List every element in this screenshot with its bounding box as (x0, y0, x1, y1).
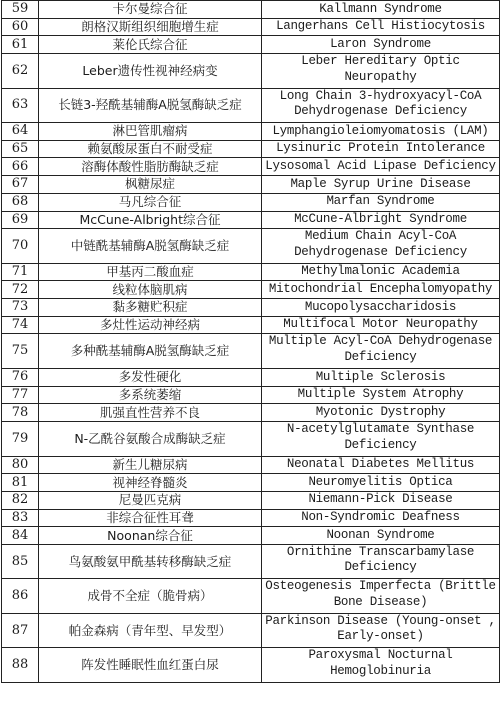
english-name-cell (262, 158, 500, 176)
row-number-cell: 81 (2, 474, 39, 492)
english-name-line: Long Chain 3-hydroxyacyl-CoA (279, 88, 482, 103)
row-number-cell: 60 (2, 18, 39, 36)
english-name-cell (262, 140, 500, 158)
table-row (2, 579, 500, 614)
row-number-cell: 64 (2, 123, 39, 141)
chinese-name-cell: 视神经脊髓炎 (39, 474, 262, 492)
chinese-name-cell: 枫糖尿症 (39, 176, 262, 194)
chinese-name-cell: Noonan综合征 (39, 527, 262, 545)
english-name-cell (262, 544, 500, 579)
table-row (2, 368, 500, 386)
english-name-line: Deficiency (344, 349, 417, 364)
english-name-cell (262, 299, 500, 317)
english-name-line: Neuromyelitis Optica (308, 474, 453, 489)
table-row (2, 456, 500, 474)
english-name-cell (262, 88, 500, 123)
row-number-cell: 65 (2, 140, 39, 158)
table-row (2, 613, 500, 648)
row-number-cell: 59 (2, 1, 39, 19)
chinese-name-cell: 多灶性运动神经病 (39, 316, 262, 334)
english-name-line: Non-Syndromic Deafness (301, 510, 460, 525)
chinese-name-cell: 赖氨酸尿蛋白不耐受症 (39, 140, 262, 158)
chinese-name-cell: N-乙酰谷氨酸合成酶缺乏症 (39, 422, 262, 457)
english-name-cell (262, 36, 500, 54)
english-name-line: Paroxysmal Nocturnal (308, 648, 453, 663)
table-row (2, 18, 500, 36)
chinese-name-cell: 卡尔曼综合征 (39, 1, 262, 19)
chinese-name-cell: 溶酶体酸性脂肪酶缺乏症 (39, 158, 262, 176)
english-name-line: Dehydrogenase Deficiency (294, 244, 467, 259)
english-name-cell (262, 527, 500, 545)
english-name-cell (262, 474, 500, 492)
row-number-cell: 77 (2, 386, 39, 404)
table-row (2, 263, 500, 281)
english-name-line: Lysosomal Acid Lipase Deficiency (265, 159, 496, 174)
chinese-name-cell: 阵发性睡眠性血红蛋白尿 (39, 648, 262, 683)
chinese-name-cell: 朗格汉斯组织细胞增生症 (39, 18, 262, 36)
english-name-cell (262, 648, 500, 683)
english-name-cell (262, 491, 500, 509)
table-row (2, 386, 500, 404)
table-row (2, 491, 500, 509)
chinese-name-cell: 长链3-羟酰基辅酶A脱氢酶缺乏症 (39, 88, 262, 123)
rare-disease-table (1, 0, 500, 683)
row-number-cell: 79 (2, 422, 39, 457)
row-number-cell: 87 (2, 613, 39, 648)
chinese-name-cell: 多发性硬化 (39, 368, 262, 386)
english-name-line: Mitochondrial Encephalomyopathy (268, 281, 493, 296)
english-name-line: Multifocal Motor Neuropathy (283, 317, 478, 332)
row-number-cell: 76 (2, 368, 39, 386)
english-name-cell (262, 613, 500, 648)
english-name-line: Marfan Syndrome (326, 194, 435, 209)
english-name-cell (262, 229, 500, 264)
english-name-cell (262, 281, 500, 299)
chinese-name-cell: 淋巴管肌瘤病 (39, 123, 262, 141)
row-number-cell: 71 (2, 263, 39, 281)
english-name-line: Deficiency (344, 560, 417, 575)
table-row (2, 193, 500, 211)
table-row (2, 1, 500, 19)
row-number-cell: 67 (2, 176, 39, 194)
chinese-name-cell: 多种酰基辅酶A脱氢酶缺乏症 (39, 334, 262, 369)
english-name-line: Multiple System Atrophy (297, 387, 464, 402)
chinese-name-cell: 马凡综合征 (39, 193, 262, 211)
english-name-line: Kallmann Syndrome (319, 1, 442, 16)
chinese-name-cell: McCune-Albright综合征 (39, 211, 262, 229)
row-number-cell: 73 (2, 299, 39, 317)
english-name-line: Hemoglobinuria (330, 663, 431, 678)
table-row (2, 140, 500, 158)
english-name-line: Neonatal Diabetes Mellitus (286, 457, 475, 472)
table-row (2, 648, 500, 683)
row-number-cell: 86 (2, 579, 39, 614)
chinese-name-cell: 鸟氨酸氨甲酰基转移酶缺乏症 (39, 544, 262, 579)
row-number-cell: 84 (2, 527, 39, 545)
english-name-cell (262, 404, 500, 422)
table-row (2, 422, 500, 457)
chinese-name-cell: 新生儿糖尿病 (39, 456, 262, 474)
chinese-name-cell: 尼曼匹克病 (39, 491, 262, 509)
table-row (2, 36, 500, 54)
row-number-cell: 63 (2, 88, 39, 123)
english-name-line: Lymphangioleiomyomatosis (LAM) (272, 123, 489, 138)
chinese-name-cell: 成骨不全症（脆骨病） (39, 579, 262, 614)
table-row (2, 334, 500, 369)
english-name-cell (262, 509, 500, 527)
english-name-line: Noonan Syndrome (326, 527, 435, 542)
english-name-line: Maple Syrup Urine Disease (290, 176, 471, 191)
english-name-line: Lysinuric Protein Intolerance (276, 141, 485, 156)
english-name-line: Neuropathy (344, 69, 417, 84)
chinese-name-cell: 中链酰基辅酶A脱氢酶缺乏症 (39, 229, 262, 264)
row-number-cell: 82 (2, 491, 39, 509)
chinese-name-cell: 莱伦氏综合征 (39, 36, 262, 54)
table-row (2, 211, 500, 229)
table-body (2, 1, 500, 683)
table-row (2, 158, 500, 176)
english-name-line: Medium Chain Acyl-CoA (304, 229, 457, 244)
english-name-line: Laron Syndrome (330, 36, 431, 51)
chinese-name-cell: 黏多糖贮积症 (39, 299, 262, 317)
english-name-line: McCune-Albright Syndrome (294, 212, 467, 227)
english-name-cell (262, 263, 500, 281)
row-number-cell: 69 (2, 211, 39, 229)
table-row (2, 404, 500, 422)
english-name-cell (262, 193, 500, 211)
row-number-cell: 88 (2, 648, 39, 683)
chinese-name-cell: 非综合征性耳聋 (39, 509, 262, 527)
row-number-cell: 68 (2, 193, 39, 211)
english-name-line: Myotonic Dystrophy (315, 404, 446, 419)
table-row (2, 88, 500, 123)
row-number-cell: 80 (2, 456, 39, 474)
english-name-line: Langerhans Cell Histiocytosis (276, 19, 485, 34)
english-name-cell (262, 422, 500, 457)
english-name-cell (262, 1, 500, 19)
row-number-cell: 75 (2, 334, 39, 369)
row-number-cell: 85 (2, 544, 39, 579)
english-name-line: Deficiency (344, 437, 417, 452)
row-number-cell: 70 (2, 229, 39, 264)
chinese-name-cell: 肌强直性营养不良 (39, 404, 262, 422)
english-name-cell (262, 368, 500, 386)
table-row (2, 316, 500, 334)
english-name-line: Multiple Acyl-CoA Dehydrogenase (268, 334, 493, 349)
english-name-line: Mucopolysaccharidosis (304, 299, 457, 314)
english-name-line: Osteogenesis Imperfecta (Brittle (265, 579, 496, 594)
row-number-cell: 62 (2, 54, 39, 89)
chinese-name-cell: 线粒体脑肌病 (39, 281, 262, 299)
table-row (2, 281, 500, 299)
english-name-line: Parkinson Disease (Young-onset , (265, 613, 496, 628)
table-row (2, 509, 500, 527)
english-name-cell (262, 54, 500, 89)
chinese-name-cell: Leber遗传性视神经病变 (39, 54, 262, 89)
english-name-line: Multiple Sclerosis (315, 369, 446, 384)
english-name-line: Bone Disease) (333, 594, 428, 609)
english-name-line: Leber Hereditary Optic (301, 54, 460, 69)
row-number-cell: 61 (2, 36, 39, 54)
english-name-cell (262, 386, 500, 404)
english-name-line: Ornithine Transcarbamylase (286, 544, 475, 559)
table-row (2, 544, 500, 579)
table-row (2, 299, 500, 317)
english-name-cell (262, 211, 500, 229)
english-name-line: N-acetylglutamate Synthase (286, 422, 475, 436)
table-row (2, 229, 500, 264)
chinese-name-cell: 甲基丙二酸血症 (39, 263, 262, 281)
english-name-line: Dehydrogenase Deficiency (294, 104, 467, 119)
english-name-cell (262, 456, 500, 474)
english-name-cell (262, 579, 500, 614)
chinese-name-cell: 多系统萎缩 (39, 386, 262, 404)
english-name-cell (262, 176, 500, 194)
english-name-cell (262, 18, 500, 36)
chinese-name-cell: 帕金森病（青年型、早发型） (39, 613, 262, 648)
row-number-cell: 66 (2, 158, 39, 176)
english-name-cell (262, 316, 500, 334)
row-number-cell: 83 (2, 509, 39, 527)
table-row (2, 527, 500, 545)
english-name-line: Methylmalonic Academia (301, 264, 460, 279)
table-row (2, 123, 500, 141)
english-name-line: Niemann-Pick Disease (308, 492, 453, 507)
table-row (2, 474, 500, 492)
english-name-cell (262, 334, 500, 369)
row-number-cell: 74 (2, 316, 39, 334)
row-number-cell: 72 (2, 281, 39, 299)
english-name-cell (262, 123, 500, 141)
table-row (2, 176, 500, 194)
table-row (2, 54, 500, 89)
row-number-cell: 78 (2, 404, 39, 422)
english-name-line: Early-onset) (337, 629, 424, 644)
